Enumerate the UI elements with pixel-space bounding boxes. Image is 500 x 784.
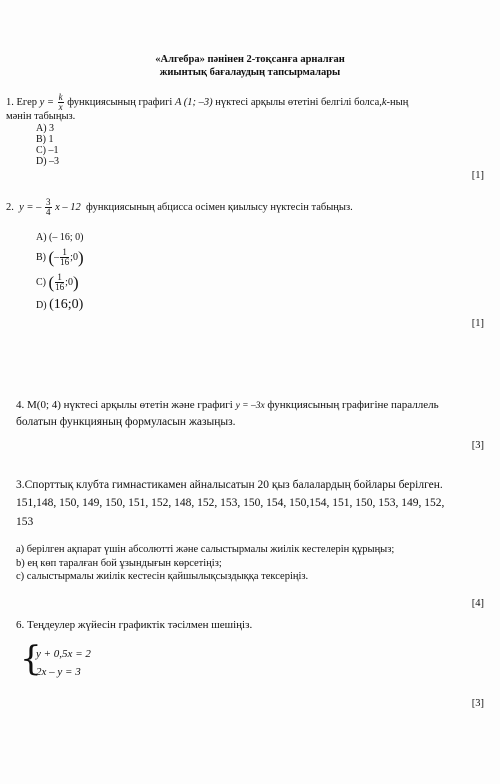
question-2-option-b-den: 16: [60, 257, 70, 267]
question-2-option-b-fraction: [60, 248, 69, 267]
question-1-text-d: -ның: [386, 96, 409, 108]
question-4-formula: y = –3x: [235, 401, 265, 411]
question-1-frac-num: k: [58, 92, 63, 102]
question-2-option-d-label: D): [36, 300, 47, 311]
question-1-number: 1.: [6, 96, 14, 108]
question-2-number: 2.: [6, 201, 14, 213]
document-title-line-2: жиынтық бағалаудың тапсырмалары: [159, 67, 341, 78]
question-2-frac-den: 4: [46, 207, 51, 217]
equation-system: [20, 639, 130, 684]
question-3-points: [4]: [471, 598, 484, 609]
question-6-text: 6. Теңдеулер жүйесін графиктік тәсілмен шешіңіз.: [16, 619, 253, 631]
question-1-text-c: нүктесі арқылы өтетіні белгілі болса,: [215, 96, 382, 108]
question-1-text-a: Егер: [16, 96, 37, 108]
question-1-line-2: мәнін табыңыз.: [6, 111, 76, 122]
question-4-text-a: 4. M(0; 4) нүктесі арқылы өтетін және графигі: [16, 399, 233, 411]
question-2-line: [6, 198, 353, 217]
question-2-option-c-fraction: [55, 273, 64, 292]
question-2-option-a[interactable]: A) (– 16; 0): [36, 232, 84, 243]
question-2-option-b-num: 1: [60, 248, 69, 258]
question-1-option-a[interactable]: A) 3: [36, 123, 55, 134]
question-2-option-c-den: 16: [55, 282, 65, 292]
question-1-option-b[interactable]: B) 1: [36, 134, 54, 145]
question-4-line-1: [16, 398, 439, 414]
question-1-frac-den: x: [58, 102, 63, 112]
question-1-text-b: функциясының графигі: [67, 96, 173, 108]
question-2-fraction: [45, 198, 52, 217]
close-paren-icon: ): [72, 273, 79, 292]
question-2-option-d-value: (16;0): [49, 297, 84, 312]
open-paren-icon: (: [48, 248, 55, 267]
question-1-option-c[interactable]: C) –1: [36, 145, 59, 156]
question-3-data-line-2: 153: [16, 516, 34, 528]
question-2-option-c-tail: ;0: [65, 276, 73, 288]
question-2-option-d[interactable]: [36, 299, 83, 312]
question-2-option-c-label: C): [36, 276, 46, 288]
equation-1: y + 0,5x = 2: [36, 648, 91, 660]
question-3-task-c: c) салыстырмалы жиілік кестесін қайшылықсыздыққа тексеріңіз.: [16, 571, 309, 582]
question-4-points: [3]: [471, 440, 484, 451]
open-paren-icon: (: [48, 273, 55, 292]
question-2-points: [1]: [471, 318, 484, 329]
question-3-task-a: а) берілген ақпарат үшін абсолютті және салыстырмалы жиілік кестелерін құрыңыз;: [16, 544, 395, 555]
question-3-line-1: 3.Спорттық клубта гимнастикамен айналысатын 20 қыз балалардың бойлары берілген.: [16, 479, 443, 491]
question-2-option-b-label: B): [36, 251, 46, 263]
question-1-points: [1]: [471, 170, 484, 181]
question-2-formula-lhs: y = –: [19, 201, 42, 213]
left-brace-icon: {: [20, 639, 42, 679]
question-3-task-b: b) ең көп таралған бой ұзындығын көрсетіңіз;: [16, 558, 222, 569]
question-2-option-c[interactable]: [36, 273, 79, 292]
question-4-text-b: функциясының графигіне параллель: [267, 399, 439, 411]
question-1-formula-lhs: y =: [39, 96, 54, 108]
question-2-formula-rhs: x – 12: [55, 201, 81, 213]
document-title-line-1: «Алгебра» пәнінен 2-тоқсанға арналған: [155, 54, 345, 65]
question-2-frac-num: 3: [46, 197, 51, 207]
question-2-option-b-neg: –: [54, 251, 60, 263]
equation-2: 2x – y = 3: [36, 666, 81, 678]
question-6-points: [3]: [471, 698, 484, 709]
question-1-point: A (1; –3): [174, 96, 213, 108]
question-2-text: функциясының абцисса осімен қиылысу нүктесін табыңыз.: [86, 201, 353, 213]
close-paren-icon: ): [77, 248, 84, 267]
question-2-option-c-num: 1: [55, 273, 64, 283]
question-3-data-line-1: 151,148, 150, 149, 150, 151, 152, 148, 152, 153, 150, 154, 150,154, 151, 150, 153, 149, 152,: [16, 497, 445, 509]
question-1-option-d[interactable]: D) –3: [36, 156, 60, 167]
question-2-option-b[interactable]: [36, 248, 84, 267]
question-4-line-2: болатын функцияның формуласын жазыңыз.: [16, 416, 236, 428]
question-1-var-k: k: [381, 96, 387, 108]
question-2-option-b-tail: ;0: [70, 251, 78, 263]
